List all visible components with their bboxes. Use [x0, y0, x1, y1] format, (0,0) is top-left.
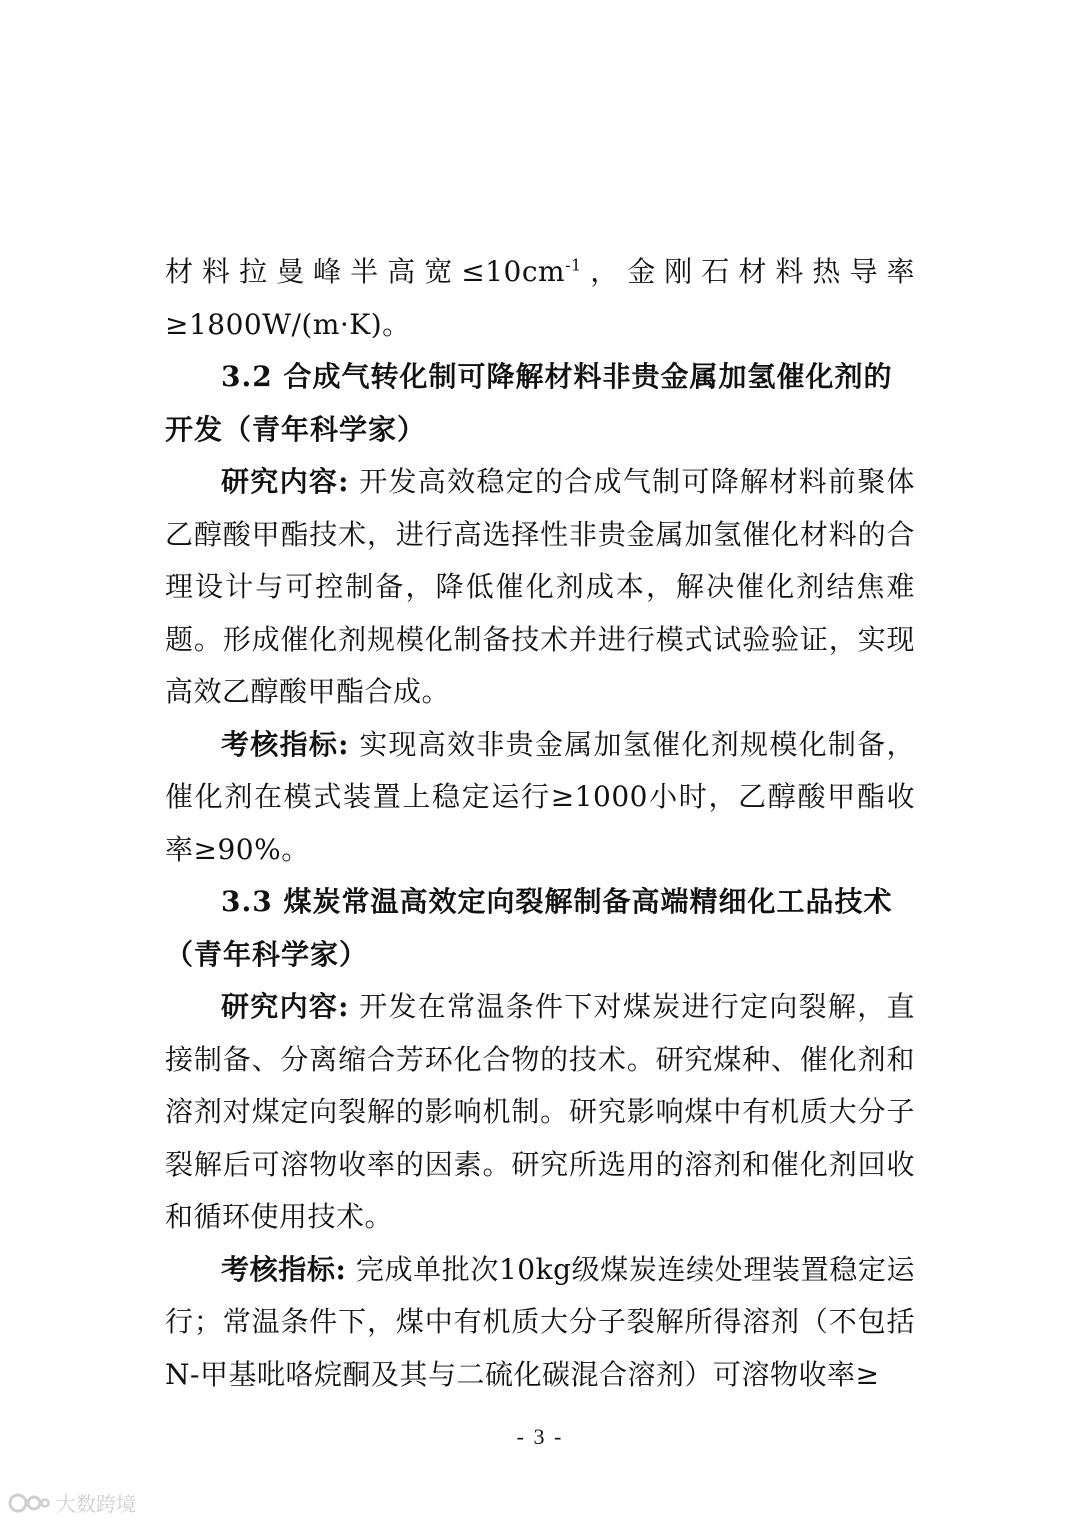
research-text: 开发高效稳定的合成气制可降解材料前聚体乙醇酸甲酯技术，进行高选择性非贵金属加氢催化材料的合理设计与可控制备，降低催化剂成本，解决催化剂结焦难题。形成催化剂规模化制备技术并进行模式试验验证，实现高效乙醇酸甲酯合成。 [165, 465, 915, 708]
assessment-label: 考核指标: [221, 1252, 347, 1286]
research-content-3-3 [165, 981, 915, 1244]
watermark-text: 大数跨境 [56, 1492, 136, 1516]
paragraph-text: 材料拉曼峰半高宽≤10cm [165, 255, 566, 288]
research-content-3-2 [165, 456, 915, 719]
assessment-text: 完成单批次10kg级煤炭连续处理装置稳定运行；常温条件下，煤中有机质大分子裂解所得溶剂（不包括N-甲基吡咯烷酮及其与二硫化碳混合溶剂）可溶物收率≥ [165, 1252, 915, 1391]
watermark [8, 1488, 136, 1517]
assessment-3-3 [165, 1244, 915, 1402]
assessment-3-2 [165, 719, 915, 877]
document-body [165, 246, 915, 1401]
superscript-unit: -1 [565, 255, 582, 275]
assessment-label: 考核指标: [221, 727, 350, 761]
page-number: - 3 - [516, 1424, 564, 1449]
paragraph-continued [165, 246, 915, 351]
paragraph-text-tail: ，金刚石材料热导率≥1800W/(m·K)。 [165, 255, 915, 341]
assessment-text: 实现高效非贵金属加氢催化剂规模化制备，催化剂在模式装置上稳定运行≥1000小时，乙醇酸甲酯收率≥90%。 [165, 727, 915, 866]
research-text: 开发在常温条件下对煤炭进行定向裂解，直接制备、分离缩合芳环化合物的技术。研究煤种、催化剂和溶剂对煤定向裂解的影响机制。研究影响煤中有机质大分子裂解后可溶物收率的因素。研究所选用的溶剂和催化剂回收和循环使用技术。 [165, 990, 915, 1233]
section-heading-3-2: 3.2 合成气转化制可降解材料非贵金属加氢催化剂的开发（青年科学家） [165, 360, 893, 446]
research-label: 研究内容: [221, 990, 350, 1023]
brand-logo-icon [8, 1492, 50, 1514]
research-label: 研究内容: [221, 465, 350, 498]
section-heading-3-3: 3.3 煤炭常温高效定向裂解制备高端精细化工品技术（青年科学家） [165, 885, 893, 971]
